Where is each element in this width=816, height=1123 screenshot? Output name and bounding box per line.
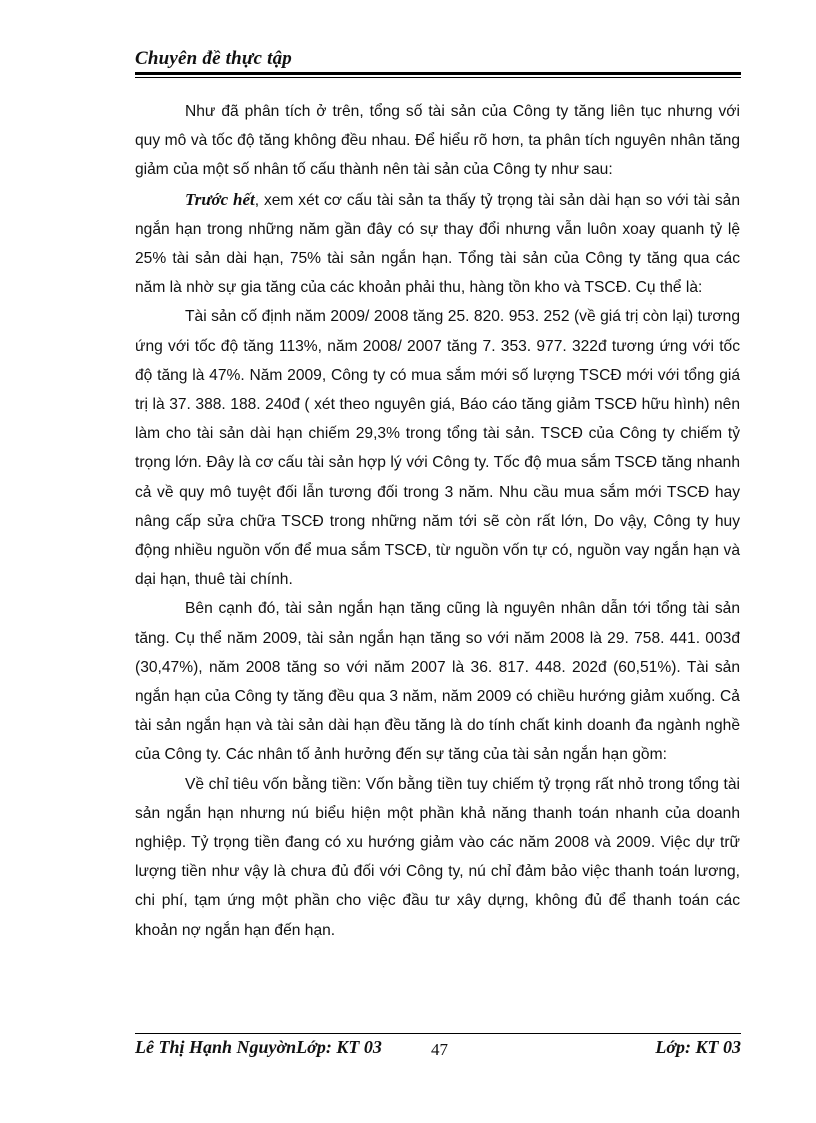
header-rule-thin (135, 77, 741, 78)
paragraph-4: Bên cạnh đó, tài sản ngắn hạn tăng cũng là nguyên nhân dẫn tới tổng tài sản tăng. Cụ thể năm 2009, tài sản ngắn hạn tăng so với năm 2008 là 29. 758. 441. 003đ (30,47%), năm 2008 tăng so với năm 2007 là 36. 817. 448. 202đ (60,51%). Tài sản ngắn hạn của Công ty tăng đều qua 3 năm, năm 2009 có chiều hướng giảm xuống. Cả tài sản ngắn hạn và tài sản dài hạn đều tăng là do tính chất kinh doanh đa ngành nghề của Công ty. Các nhân tố ảnh hưởng đến sự tăng của tài sản ngắn hạn gồm: (135, 600, 740, 764)
paragraph-2-lead: Trước hết (185, 189, 255, 209)
footer-class: Lớp: KT 03 (655, 1037, 741, 1057)
paragraph-2-text: , xem xét cơ cấu tài sản ta thấy tỷ trọng tài sản dài hạn so với tài sản ngắn hạn trong những năm gần đây có sự thay đổi nhưng vẫn luôn xoay quanh tỷ lệ 25% tài sản dài hạn, 75% tài sản ngắn hạn. Tổng tài sản của Công ty tăng qua các năm là nhờ sự gia tăng của các khoản phải thu, hàng tồn kho và TSCĐ. Cụ thể là: (135, 191, 741, 297)
paragraph-1: Như đã phân tích ở trên, tổng số tài sản của Công ty tăng liên tục nhưng với quy mô và tốc độ tăng không đều nhau. Để hiểu rõ hơn, ta phân tích nguyên nhân tăng giảm của một số nhân tố cấu thành nên tài sản của Công ty như sau: (135, 103, 740, 179)
page-number: 47 (431, 1040, 448, 1059)
paragraph-5: Về chỉ tiêu vốn bằng tiền: Vốn bằng tiền tuy chiếm tỷ trọng rất nhỏ trong tổng tài sản ngắn hạn nhưng nú biểu hiện một phần khả năng thanh toán nhanh của doanh nghiệp. Tỷ trọng tiền đang có xu hướng giảm vào các năm 2008 và 2009. Việc dự trữ lượng tiền như vậy là chưa đủ đối với Công ty, nú chỉ đảm bảo việc thanh toán lương, chi phí, tạm ứng một phần cho việc đầu tư xây dựng, không đủ để thanh toán các khoản nợ ngắn hạn đến hạn. (135, 775, 740, 939)
paragraph-2 (135, 185, 740, 303)
header-rule-thick (135, 72, 741, 75)
footer-rule (135, 1033, 741, 1034)
footer-author-class: Lê Thị Hạnh NguyờnLớp: KT 03 (135, 1037, 382, 1057)
document-body (135, 97, 740, 945)
paragraph-3: Tài sản cố định năm 2009/ 2008 tăng 25. 820. 953. 252 (về giá trị còn lại) tương ứng với tốc độ tăng 113%, năm 2008/ 2007 tăng 7. 353. 977. 322đ tương ứng với tốc độ tăng là 47%. Năm 2009, Công ty có mua sắm mới số lượng TSCĐ mới với tổng giá trị là 37. 388. 188. 240đ ( xét theo nguyên giá, Báo cáo tăng giảm TSCĐ hữu hình) nên làm cho tài sản dài hạn chiếm 29,3% trong tổng tài sản. TSCĐ của Công ty chiếm tỷ trọng lớn. Đây là cơ cấu tài sản hợp lý với Công ty. Tốc độ mua sắm TSCĐ tăng nhanh cả về quy mô tuyệt đối lẫn tương đối trong 3 năm. Nhu cầu mua sắm mới TSCĐ hay nâng cấp sửa chữa TSCĐ trong những năm tới sẽ còn rất lớn, Do vậy, Công ty huy động nhiều nguồn vốn để mua sắm TSCĐ, từ nguồn vốn tự có, nguồn vay ngắn hạn và dại hạn, thuê tài chính. (135, 308, 740, 589)
page-header-title: Chuyên đề thực tập (135, 48, 292, 69)
